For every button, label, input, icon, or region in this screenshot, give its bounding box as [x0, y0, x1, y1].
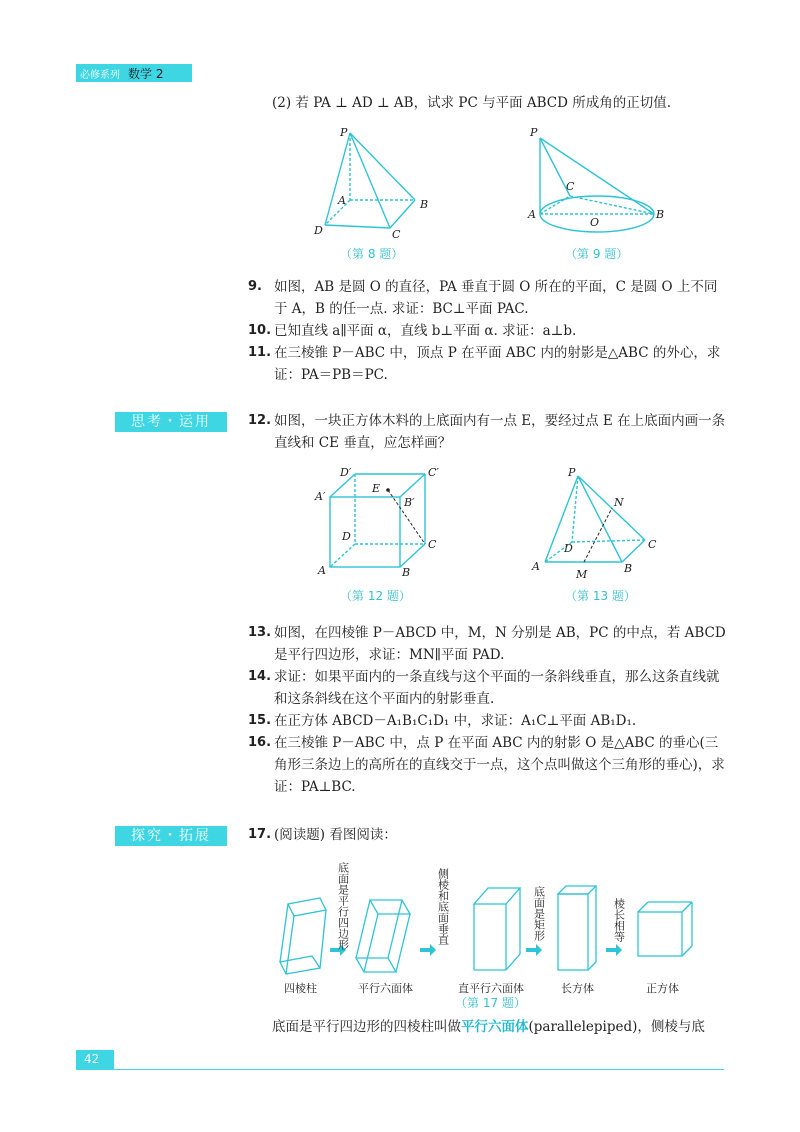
fig9-label-A: A [528, 208, 536, 221]
arrow-2 [420, 944, 436, 956]
section-explore-extend: 探究・拓展 [115, 826, 227, 846]
fig8-label-P: P [340, 126, 348, 139]
arrow-label-4: 棱长相等 [612, 898, 626, 942]
shape-quadrangular-prism [280, 898, 326, 974]
fig12-caption: （第 12 题） [340, 589, 411, 603]
fig13-label-A: A [532, 560, 540, 573]
problem-14-number: 14. [248, 669, 272, 684]
header-series: 必修系列 [80, 69, 120, 81]
fig12-label-B: B [402, 566, 411, 579]
q8-part2: (2) 若 PA ⊥ AD ⊥ AB，试求 PC 与平面 ABCD 所成角的正切值. [272, 95, 672, 111]
shape-label-3: 直平行六面体 [458, 982, 524, 995]
problem-12-text: 如图，一块正方体木料的上底面内有一点 E，要经过点 E 在上底面内画一条直线和 CE 垂直，应怎样画？ [274, 413, 726, 451]
shape-label-2: 平行六面体 [358, 982, 413, 995]
shape-label-1: 四棱柱 [284, 982, 317, 995]
fig17-caption: （第 17 题） [455, 996, 526, 1010]
fig9-label-P: P [530, 126, 538, 139]
shape-cube [638, 902, 692, 956]
fig9-caption: （第 9 题） [565, 247, 629, 261]
fig13-label-B: B [624, 562, 633, 575]
fig12-label-C: C [428, 538, 437, 551]
fig8-label-D: D [314, 224, 323, 237]
fig8-label-A: A [338, 194, 346, 207]
fig13-label-C: C [648, 538, 657, 551]
problem-12 [248, 410, 728, 454]
problem-11-number: 11. [248, 345, 272, 360]
problem-17-number: 17. [248, 827, 272, 842]
fig12-label-D: D [342, 530, 351, 543]
problem-16-number: 16. [248, 735, 272, 750]
fig9-label-C: C [566, 180, 575, 193]
closing-text [272, 1016, 732, 1038]
header-bar [76, 64, 192, 82]
fig9-label-B: B [656, 208, 665, 221]
problem-13 [248, 622, 728, 666]
fig8-caption: （第 8 题） [340, 247, 404, 261]
fig8-label-B: B [420, 198, 429, 211]
problem-11-text: 在三棱锥 P－ABC 中，顶点 P 在平面 ABC 内的射影是△ABC 的外心，求证：PA＝PB＝PC. [274, 345, 721, 383]
closing-text-after: (parallelepiped)，侧棱与底 [528, 1019, 705, 1035]
problem-9-text: 如图，AB 是圆 O 的直径，PA 垂直于圆 O 所在的平面，C 是圆 O 上不同于 A，B 的任一点. 求证：BC⊥平面 PAC. [274, 279, 718, 317]
problem-13-text: 如图，在四棱锥 P－ABCD 中，M，N 分别是 AB，PC 的中点，若 ABCD 是平行四边形，求证：MN∥平面 PAD. [274, 625, 726, 663]
footer-rule [114, 1069, 724, 1070]
closing-text-before: 底面是平行四边形的四棱柱叫做 [272, 1019, 461, 1035]
arrow-3 [526, 944, 542, 956]
problem-9-number: 9. [248, 279, 262, 294]
problem-17-text: (阅读题) 看图阅读： [274, 827, 397, 843]
problem-11 [248, 342, 728, 386]
shape-label-4: 长方体 [561, 982, 594, 995]
figure-8-pyramid [325, 133, 415, 228]
problem-10-text: 已知直线 a∥平面 α，直线 b⊥平面 α. 求证：a⊥b. [274, 323, 577, 339]
problem-16-text: 在三棱锥 P－ABC 中，点 P 在平面 ABC 内的射影 O 是△ABC 的垂心(三角形三条边上的高所在的直线交于一点，这个点叫做这个三角形的垂心)，求证：PA⊥BC. [274, 735, 725, 795]
fig12-point-E [386, 488, 390, 492]
page-number: 42 [84, 1052, 100, 1066]
arrow-label-1: 底面是平行四边形 [336, 862, 350, 950]
problem-12-number: 12. [248, 413, 272, 428]
problem-13-number: 13. [248, 625, 272, 640]
fig13-label-D: D [564, 542, 573, 555]
fig13-caption: （第 13 题） [565, 589, 636, 603]
fig12-label-A: A [318, 564, 326, 577]
shape-right-parallelepiped [474, 888, 520, 970]
figure-17-flow [270, 852, 710, 1012]
shape-label-5: 正方体 [646, 982, 679, 995]
problem-17 [248, 824, 728, 846]
problem-15-number: 15. [248, 713, 272, 728]
figures-8-9 [300, 120, 700, 265]
problem-10 [248, 320, 728, 342]
fig12-label-B1: B′ [404, 496, 415, 509]
problem-10-number: 10. [248, 323, 272, 338]
fig8-label-C: C [392, 228, 401, 241]
section-think-apply: 思考・运用 [115, 412, 227, 432]
figure-13-pyramid [545, 476, 645, 562]
fig12-label-A1: A′ [315, 490, 326, 503]
header-book-title: 数学 2 [128, 66, 164, 81]
problem-15-text: 在正方体 ABCD－A₁B₁C₁D₁ 中，求证：A₁C⊥平面 AB₁D₁. [274, 713, 637, 729]
fig9-label-O: O [590, 216, 600, 229]
fig12-label-C1: C′ [428, 466, 439, 479]
problem-16 [248, 732, 728, 798]
closing-term: 平行六面体 [461, 1019, 529, 1035]
fig12-label-D1: D′ [340, 466, 352, 479]
problem-14 [248, 666, 728, 710]
shape-parallelepiped [356, 900, 410, 972]
shape-cuboid [558, 886, 596, 970]
fig13-label-N: N [614, 496, 624, 509]
figures-12-13 [300, 462, 700, 612]
problem-9 [248, 276, 728, 320]
arrow-4 [606, 944, 622, 956]
flow-arrows [330, 944, 622, 956]
fig13-label-M: M [576, 568, 588, 581]
problem-14-text: 求证：如果平面内的一条直线与这个平面的一条斜线垂直，那么这条直线就和这条斜线在这个平面内的射影垂直. [274, 669, 720, 707]
arrow-label-3: 底面是矩形 [532, 886, 546, 941]
problem-15 [248, 710, 728, 732]
arrow-label-2: 侧棱和底面垂直 [436, 868, 450, 945]
fig13-label-P: P [568, 466, 576, 479]
fig12-label-E: E [372, 482, 381, 495]
